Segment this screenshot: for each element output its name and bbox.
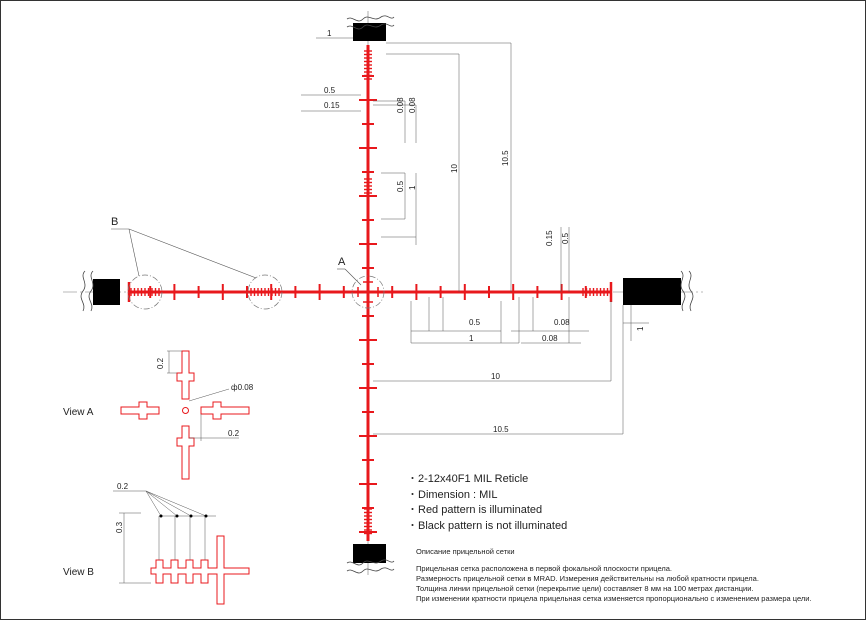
view-b-dim-top: 0.2 — [117, 482, 129, 491]
description-title: Описание прицельной сетки — [416, 547, 515, 556]
dim-right-post: 1 — [636, 326, 645, 331]
dim-h-half: 0.5 — [469, 318, 481, 327]
dim-v-line-b: 0.08 — [408, 97, 417, 113]
dim-v-half: 0.5 — [396, 180, 405, 192]
description-line-1: Прицельная сетка расположена в первой фокальной плоскости прицела. — [416, 564, 672, 573]
dim-v-major-gap: 0.5 — [324, 86, 336, 95]
description-line-3: Толщина линии прицельной сетки (перекрытие цели) составляет 8 мм на 100 метрах дистанции. — [416, 584, 754, 593]
view-b-label: View B — [63, 567, 94, 578]
spec-line-1: ・2-12x40F1 MIL Reticle — [407, 473, 529, 485]
callout-b-label: B — [111, 216, 119, 228]
dim-h-total-outer: 10.5 — [493, 425, 509, 434]
top-black-post — [347, 16, 394, 41]
dim-h-thick-a: 0.08 — [554, 318, 570, 327]
dim-v-minor-gap: 0.15 — [324, 101, 340, 110]
spec-line-4: ・Black pattern is not illuminated — [407, 520, 568, 532]
dim-h-total: 10 — [491, 372, 500, 381]
dim-top-post: 1 — [327, 29, 332, 38]
view-b-detail — [63, 482, 249, 604]
description-block — [416, 547, 812, 603]
red-illuminated-reticle — [129, 45, 611, 541]
dim-v-line-a: 0.08 — [396, 97, 405, 113]
view-a-dim-top: 0.2 — [156, 357, 165, 369]
dim-h-small-b: 0.5 — [561, 232, 570, 244]
horizontal-dimensions — [373, 297, 649, 434]
reticle-diagram — [1, 1, 865, 619]
bottom-black-post — [347, 544, 394, 573]
dim-v-total-outer: 10.5 — [501, 150, 510, 166]
dim-h-thick-b: 0.08 — [542, 334, 558, 343]
dim-h-one: 1 — [469, 334, 474, 343]
vertical-dimensions — [301, 38, 569, 292]
spec-list — [407, 473, 567, 532]
callout-a-label: A — [338, 256, 346, 268]
spec-line-2: ・Dimension : MIL — [407, 489, 498, 501]
dim-v-total: 10 — [450, 164, 459, 173]
view-a-label: View A — [63, 407, 94, 418]
right-black-post — [623, 271, 693, 311]
view-a-dot: ф0.08 — [231, 383, 254, 392]
dim-v-one: 1 — [408, 185, 417, 190]
view-a-detail — [63, 351, 254, 479]
description-line-2: Размерность прицельной сетки в MRAD. Измерения действительны на любой кратности прицела. — [416, 574, 759, 583]
callout-b — [111, 216, 256, 278]
spec-line-3: ・Red pattern is illuminated — [407, 504, 543, 516]
left-black-post — [81, 271, 120, 311]
view-b-dim-side: 0.3 — [115, 521, 124, 533]
dim-h-small-a: 0.15 — [545, 230, 554, 246]
view-a-dim-right: 0.2 — [228, 429, 240, 438]
description-line-4: При изменении кратности прицела прицельная сетка изменяется пропорционально с изменением размера цели. — [416, 594, 812, 603]
callout-a — [337, 256, 361, 285]
